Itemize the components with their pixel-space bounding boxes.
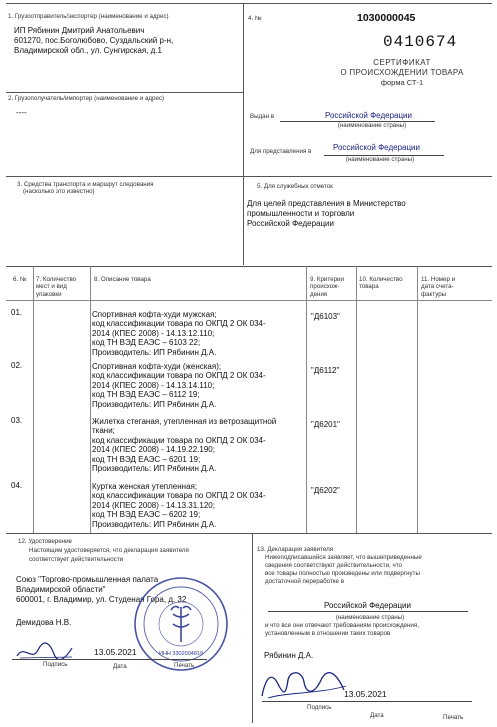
row-number: 01. [11, 308, 23, 317]
row-description: Спортивная кофта-худи (женская); код классификации товара по ОКПД 2 ОК 034- 2014 (КПЕС 2008) - 14.13.14.110; код ТН ВЭД ЕАЭС – 6112 19; Производитель: ИП Рябинин Д.А. [92, 362, 266, 409]
box5-line-1: Для целей представления в Министерство [247, 199, 406, 208]
chamber-line-1: Союз "Торгово-промышленная палата [16, 575, 159, 584]
declarant-name: Рябинин Д.А. [264, 651, 314, 660]
row-description: Жилетка стеганая, утепленная из ветрозащитной ткани; код классификации товара по ОКПД 2 ОК 034- 2014 (КПЕС 2008) - 14.19.22.190; код ТН ВЭД ЕАЭС – 6201 19; Производитель: ИП Рябинин Д.А. [92, 417, 277, 474]
box13-text-1: Нижеподписавшийся заявляет, что вышеприведенные [265, 554, 422, 561]
row-criterion: "Д6201" [311, 420, 340, 429]
box12-caption-date: Дата [113, 663, 127, 670]
box13-caption-seal: Печать [443, 714, 464, 721]
box2-label: 2. Грузополучатель/импортер (наименование и адрес) [8, 95, 165, 102]
box13-text2-2: установленным в отношении таких товаров [265, 630, 391, 637]
table-bottom-line [6, 533, 492, 534]
declaration-country: Российской Федерации [324, 601, 411, 610]
col-header-number: 6. № [13, 276, 27, 283]
col-header-quantity: 10. Количество товара [359, 276, 403, 291]
box13-text2-1: и что все они отвечают требованиям происхождения, [265, 622, 419, 629]
box1-bottom-line [6, 92, 243, 93]
issued-in-label: Выдан в [250, 113, 275, 120]
exporter-line-3: Владимирской обл., ул. Сунгирская, д.1 [14, 46, 162, 55]
row-criterion: "Д6202" [311, 486, 340, 495]
presented-to-label: Для представления в [250, 148, 312, 155]
col-header-packages: 7. Количество мест и вид упаковки [36, 276, 77, 298]
importer-value: ---- [16, 108, 27, 117]
box1-label: 1. Грузоотправитель/экспортер (наименование и адрес) [8, 13, 169, 20]
box12-text-2: соответствует действительности [29, 556, 124, 563]
certificate-title-1: СЕРТИФИКАТ [373, 58, 431, 67]
presented-to-value: Российской Федерации [333, 143, 420, 152]
box13-text-2: сведения соответствуют действительности, что [265, 562, 402, 569]
box13-country-caption: (наименование страны) [335, 614, 405, 621]
chamber-line-2: Владимирской области" [16, 585, 106, 594]
box4-label: 4. № [248, 15, 262, 22]
col-divider-4 [356, 266, 357, 533]
col-header-invoice: 11. Номер и дата счета- фактуры [421, 276, 456, 298]
table-top-line [6, 266, 492, 267]
box13-sign-underline [262, 701, 472, 702]
box5-label: 5. Для служебных отметок [257, 183, 333, 190]
box3-label: 3. Средства транспорта и маршрут следования [17, 181, 154, 188]
box3-label-2: (насколько это известно) [23, 188, 95, 195]
seal-inn-text: ИНН 3302004819 [158, 651, 204, 657]
col-divider-2 [90, 266, 91, 533]
box13-text-3: все товары полностью произведены или подвергнуты [265, 570, 420, 577]
row-description: Спортивная кофта-худи мужская; код классификации товара по ОКПД 2 ОК 034- 2014 (КПЕС 2008) - 14.13.12.110; код ТН ВЭД ЕАЭС – 6103 22; Производитель: ИП Рябинин Д.А. [92, 310, 266, 357]
frame-v-divider-top [243, 3, 244, 265]
certificate-title-3: форма СТ-1 [380, 78, 424, 87]
box5-line-2: промышленности и торговли [247, 209, 355, 218]
frame-top-line [6, 3, 492, 4]
row-number: 02. [11, 361, 23, 370]
row-number: 04. [11, 481, 23, 490]
col-header-criterion: 9. Критерии происхож- дения [310, 276, 344, 298]
box13-country-underline [268, 611, 468, 612]
box13-label: 13. Декларация заявителя [257, 546, 334, 553]
col-divider-3 [306, 266, 307, 533]
declaration-date: 13.05.2021 [344, 689, 387, 699]
exporter-line-1: ИП Рябинин Дмитрий Анатольевич [14, 26, 145, 35]
box12-text-1: Настоящим удостоверяется, что декларация заявителя [29, 547, 189, 554]
row-criterion: "Д6103" [311, 312, 340, 321]
box13-text-4: достаточной переработке в [265, 578, 345, 585]
box12-caption-seal: Печать [174, 662, 195, 669]
row-description: Куртка женская утепленная; код классификации товара по ОКПД 2 ОК 034- 2014 (КПЕС 2008) - 14.13.31.120; код ТН ВЭД ЕАЭС – 6202 19; Производитель: ИП Рябинин Д.А. [92, 482, 266, 529]
row-number: 03. [11, 416, 23, 425]
box12-label: 12. Удостоверение [18, 538, 72, 545]
box13-caption-date: Дата [370, 712, 384, 719]
issued-in-value: Российской Федерации [325, 111, 412, 120]
table-header-line [6, 300, 492, 301]
box2-bottom-line [6, 176, 492, 177]
blank-number: 0410674 [383, 33, 458, 51]
declarant-signature [258, 666, 350, 704]
box12-caption-signature: Подпись [43, 661, 68, 668]
issued-in-caption: (наименование страны) [337, 122, 407, 129]
bottom-v-divider [252, 533, 253, 723]
certificate-number: 1030000045 [357, 12, 416, 24]
chamber-line-3: 600001, г. Владимир, ул. Студеная Гора, д. 32 [16, 595, 187, 604]
row-criterion: "Д6112" [311, 366, 340, 375]
presented-to-caption: (наименование страны) [345, 156, 415, 163]
col-divider-1 [33, 266, 34, 533]
col-header-description: 8. Описание товара [94, 276, 151, 283]
box12-sign-underline [12, 659, 207, 660]
certifier-name: Демидова Н.В. [16, 618, 72, 627]
box13-caption-signature: Подпись [307, 704, 332, 711]
col-divider-5 [417, 266, 418, 533]
certification-date: 13.05.2021 [94, 647, 137, 657]
certificate-title-2: О ПРОИСХОЖДЕНИИ ТОВАРА [340, 68, 464, 77]
box5-line-3: Российской Федерации [247, 219, 334, 228]
exporter-line-2: 601270, пос.Боголюбово, Суздальский р-н, [14, 36, 174, 45]
